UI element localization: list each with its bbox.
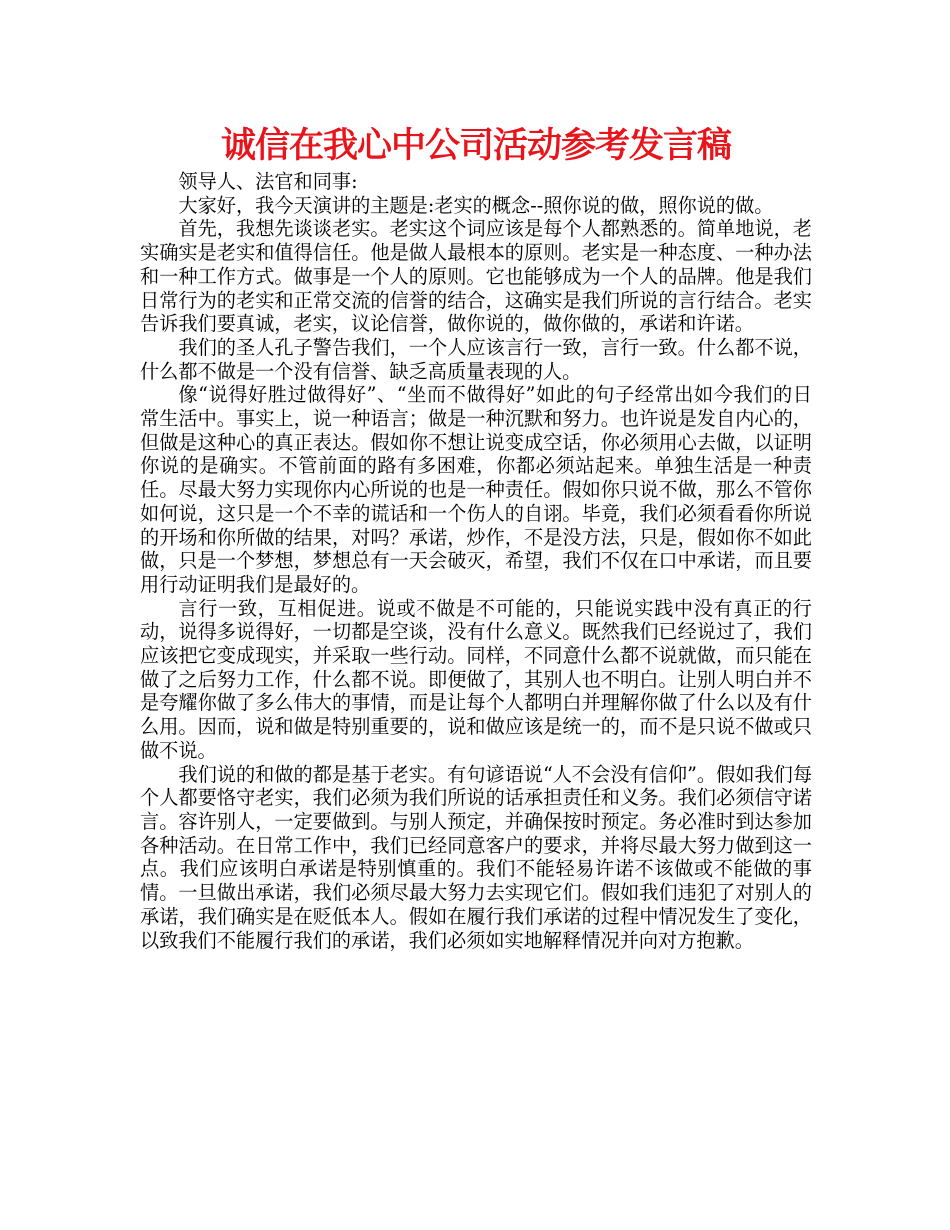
document-body — [140, 170, 812, 952]
body-paragraph: 大家好，我今天演讲的主题是:老实的概念--照你说的做，照你说的做。 — [178, 193, 774, 217]
body-paragraph: 像“说得好胜过做得好”、“坐而不做得好”如此的句子经常出如今我们的日常生活中。事实上，说一种语言；做是一种沉默和努力。也许说是发自内心的，但做是这种心的真正表达。假如你不想让说变成空话，你必须用心去做，以证明你说的是确实。不管前面的路有多困难，你都必须站起来。单独生活是一种责任。尽最大努力实现你内心所说的也是一种责任。假如你只说不做，那么不管你如何说，这只是一个不幸的谎话和一个伤人的自诩。毕竟，我们必须看看你所说的开场和你所做的结果，对吗？承诺，炒作，不是没方法，只是，假如你不如此做，只是一个梦想，梦想总有一天会破灭，希望，我们不仅在口中承诺，而且要用行动证明我们是最好的。 — [140, 383, 812, 596]
body-paragraph: 言行一致，互相促进。说或不做是不可能的，只能说实践中没有真正的行动，说得多说得好，一切都是空谈，没有什么意义。既然我们已经说过了，我们应该把它变成现实，并采取一些行动。同样，不同意什么都不说就做，而只能在做了之后努力工作，什么都不说。即便做了，其别人也不明白。让别人明白并不是夸耀你做了多么伟大的事情，而是让每个人都明白并理解你做了什么以及有什么用。因而，说和做是特别重要的，说和做应该是统一的，而不是只说不做或只做不说。 — [140, 596, 812, 762]
body-paragraph: 首先，我想先谈谈老实。老实这个词应该是每个人都熟悉的。简单地说，老实确实是老实和值得信任。他是做人最根本的原则。老实是一种态度、一种办法和一种工作方式。做事是一个人的原则。它也能够成为一个人的品牌。他是我们日常行为的老实和正常交流的信誉的结合，这确实是我们所说的言行结合。老实告诉我们要真诚，老实，议论信誉，做你说的，做你做的，承诺和许诺。 — [140, 217, 812, 336]
body-paragraph: 我们的圣人孔子警告我们，一个人应该言行一致，言行一致。什么都不说，什么都不做是一个没有信誉、缺乏高质量表现的人。 — [140, 335, 812, 383]
document-page — [140, 124, 812, 952]
body-paragraph: 我们说的和做的都是基于老实。有句谚语说“人不会没有信仰”。假如我们每个人都要恪守老实，我们必须为我们所说的话承担责任和义务。我们必须信守诺言。容许别人，一定要做到。与别人预定，并确保按时预定。务必准时到达参加各种活动。在日常工作中，我们已经同意客户的要求，并将尽最大努力做到这一点。我们应该明白承诺是特别慎重的。我们不能轻易许诺不该做或不能做的事情。一旦做出承诺，我们必须尽最大努力去实现它们。假如我们违犯了对别人的承诺，我们确实是在贬低本人。假如在履行我们承诺的过程中情况发生了变化，以致我们不能履行我们的承诺，我们必须如实地解释情况并向对方抱歉。 — [140, 762, 813, 952]
document-title: 诚信在我心中公司活动参考发言稿 — [220, 125, 731, 166]
salutation-paragraph: 领导人、法官和同事: — [178, 170, 358, 193]
